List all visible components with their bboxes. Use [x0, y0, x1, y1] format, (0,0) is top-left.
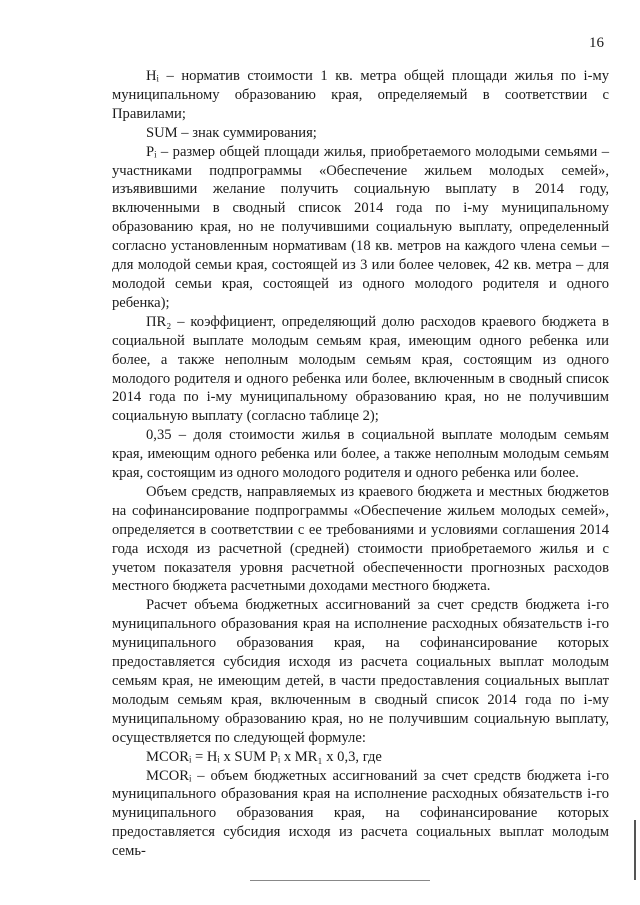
page-number: 16 [589, 35, 604, 51]
paragraph-funding-volume: Объем средств, направляемых из краевого бюджета и местных бюджетов на софинансирование подпрограммы «Обеспечение жильем молодых семей», определяется в соответствии с ее требованиями и условиями соглашения 2014 года исходя из расчетной (средней) стоимости приобретаемого жилья и с учетом показателя уровня расчетной обеспеченности прогнозных расходов местного бюджета расчетными доходами местного бюджета. [112, 483, 609, 595]
paragraph-mcor-definition: MCORᵢ – объем бюджетных ассигнований за счет средств бюджета i-го муниципального образования края на исполнение расходных обязательств i-го муниципального образования края, на софинансирование которых предоставляется субсидия исходя из расчета социальных выплат молодым семь- [112, 767, 609, 860]
document-body [112, 67, 609, 861]
paragraph-h-norm: Hᵢ – норматив стоимости 1 кв. метра общей площади жилья по i-му муниципальному образованию края, определяемый в соответствии с Правилами; [112, 68, 609, 122]
paragraph-share-035: 0,35 – доля стоимости жилья в социальной выплате молодым семьям края, имеющим одного ребенка или более, а также неполным молодым семьям края, состоящим из одного молодого родителя и одного ребенка или более. [112, 427, 609, 482]
paragraph-calculation: Расчет объема бюджетных ассигнований за счет средств бюджета i-го муниципального образования края на исполнение расходных обязательств i-го муниципального образования края, на софинансирование которых предоставляется субсидия исходя из расчета социальных выплат молодым семьям края, не имеющим детей, в части предоставления социальных выплат молодым семьям края, включенным в сводный список 2014 года по i-му муниципальному образованию края, но не получившим социальную выплату, осуществляется по следующей формуле: [112, 597, 609, 746]
scan-edge-mark [634, 820, 636, 880]
paragraph-pr2-coefficient: ПR₂ – коэффициент, определяющий долю расходов краевого бюджета в социальной выплате молодым семьям края, имеющим одного ребенка или более, а также неполным молодым семьям края, состоящим из одного молодого родителя и одного ребенка или более, включенным в сводный список 2014 года по i-му муниципальному образованию края, но не получившим социальную выплату (согласно таблице 2); [112, 313, 609, 425]
formula: MCORᵢ = Hᵢ x SUM Pᵢ x MR₁ x 0,3, где [146, 748, 382, 765]
scan-bottom-mark [250, 880, 430, 881]
paragraph-p-area: Pᵢ – размер общей площади жилья, приобретаемого молодыми семьями – участниками подпрограммы «Обеспечение жильем молодых семей», изъявившими желание получить социальную выплату в 2014 году, включенными в сводный список 2014 года по i-му муниципальному образованию края, но не получившими социальную выплату, определенный согласно установленным нормативам (18 кв. метров на каждого члена семьи – для молодой семьи края, состоящей из 3 или более человек, 42 кв. метра – для молодой семьи края, состоящей из одного молодого родителя и одного ребенка); [112, 143, 609, 311]
paragraph-sum: SUM – знак суммирования; [146, 124, 317, 141]
